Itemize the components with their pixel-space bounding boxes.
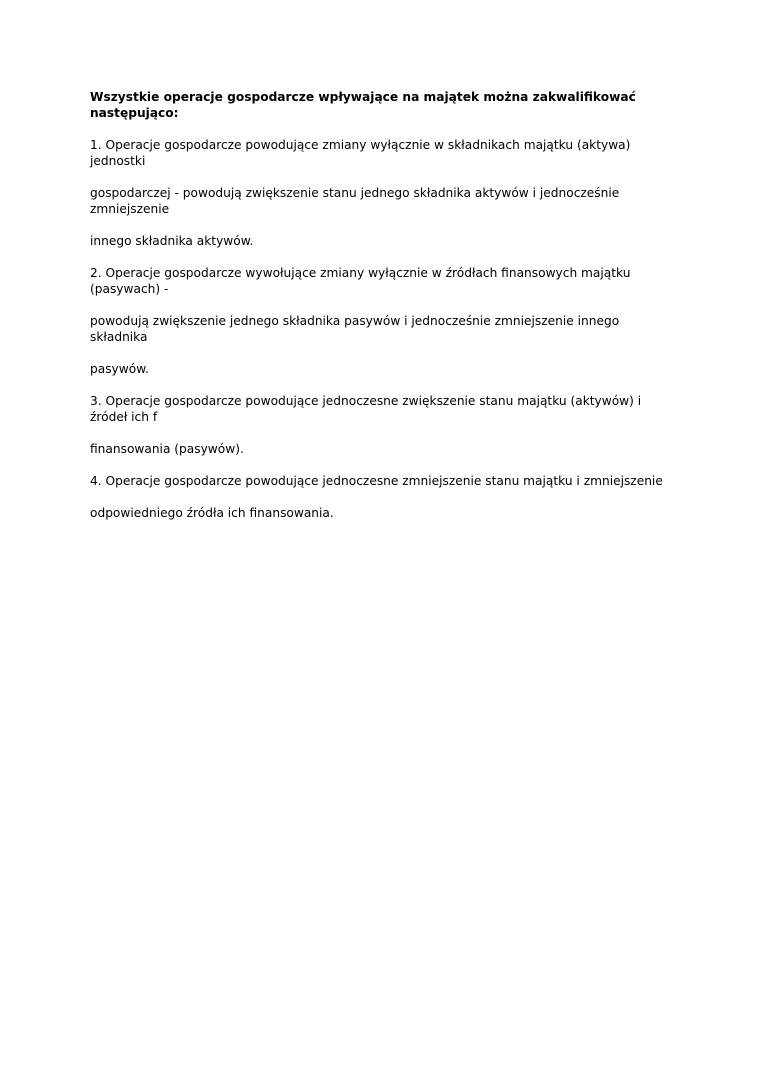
paragraph-4: 2. Operacje gospodarcze wywołujące zmiany wyłącznie w źródłach finansowych majątku (pasywach) - — [90, 266, 631, 296]
paragraph-1: 1. Operacje gospodarcze powodujące zmiany wyłącznie w składnikach majątku (aktywa) jednostki — [90, 138, 631, 168]
paragraph-2: gospodarczej - powodują zwiększenie stanu jednego składnika aktywów i jednocześnie zmniejszenie — [90, 186, 620, 216]
paragraph-3: innego składnika aktywów. — [90, 234, 254, 248]
paragraph-6: pasywów. — [90, 362, 149, 376]
paragraph-5: powodują zwiększenie jednego składnika pasywów i jednocześnie zmniejszenie innego składnika — [90, 314, 620, 344]
paragraph-7: 3. Operacje gospodarcze powodujące jednoczesne zwiększenie stanu majątku (aktywów) i źródeł ich f — [90, 394, 642, 424]
document-heading: Wszystkie operacje gospodarcze wpływające na majątek można zakwalifikować następująco: — [90, 90, 636, 120]
paragraph-10: odpowiedniego źródła ich finansowania. — [90, 506, 334, 520]
paragraph-9: 4. Operacje gospodarcze powodujące jednoczesne zmniejszenie stanu majątku i zmniejszenie — [90, 474, 663, 488]
paragraph-8: finansowania (pasywów). — [90, 442, 244, 456]
document-body — [90, 89, 680, 537]
